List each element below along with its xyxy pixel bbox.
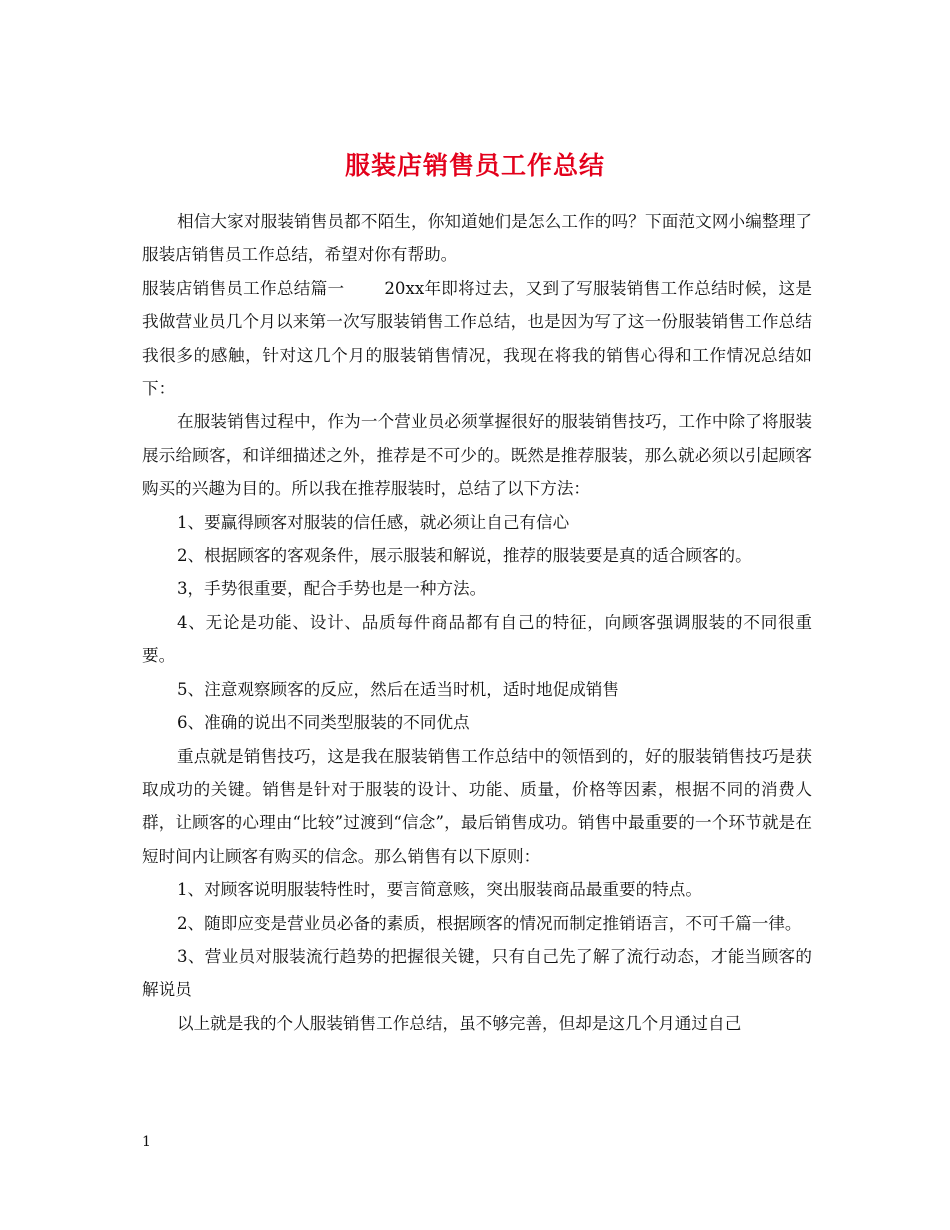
closing-paragraph: 以上就是我的个人服装销售工作总结，虽不够完善，但却是这几个月通过自己 xyxy=(177,1013,742,1033)
section-paragraph xyxy=(142,272,812,406)
method-item-2: 2、根据顾客的客观条件，展示服装和解说，推荐的服装要是真的适合顾客的。 xyxy=(177,546,752,566)
method-item-3: 3，手势很重要，配合手势也是一种方法。 xyxy=(177,579,487,599)
section-heading: 服装店销售员工作总结篇一 xyxy=(142,278,345,298)
method-item-4: 4、无论是功能、设计、品质每件商品都有自己的特征，向顾客强调服装的不同很重要。 xyxy=(142,612,812,666)
principle-item-3: 3、营业员对服装流行趋势的把握很关键，只有自己先了解了流行动态，才能当顾客的解说员 xyxy=(142,946,812,1000)
intro-paragraph: 相信大家对服装销售员都不陌生，你知道她们是怎么工作的吗？下面范文网小编整理了服装店销售员工作总结，希望对你有帮助。 xyxy=(142,212,812,265)
methods-intro-paragraph: 在服装销售过程中，作为一个营业员必须掌握很好的服装销售技巧，工作中除了将服装展示给顾客，和详细描述之外，推荐是不可少的。既然是推荐服装，那么就必须以引起顾客购买的兴趣为目的。所以我在推荐服装时，总结了以下方法： xyxy=(142,412,812,499)
page-number: 1 xyxy=(142,1134,151,1150)
principle-item-2: 2、随即应变是营业员必备的素质，根据顾客的情况而制定推销语言，不可千篇一律。 xyxy=(177,913,802,933)
principle-item-1: 1、对顾客说明服装特性时，要言简意赅，突出服装商品最重要的特点。 xyxy=(177,880,702,900)
document-body xyxy=(142,205,812,1040)
method-item-1: 1、要赢得顾客对服装的信任感，就必须让自己有信心 xyxy=(177,512,570,532)
method-item-5: 5、注意观察顾客的反应，然后在适当时机，适时地促成销售 xyxy=(177,679,619,699)
method-item-6: 6、准确的说出不同类型服装的不同优点 xyxy=(177,713,470,733)
principles-intro-paragraph: 重点就是销售技巧，这是我在服装销售工作总结中的领悟到的，好的服装销售技巧是获取成功的关键。销售是针对于服装的设计、功能、质量，价格等因素，根据不同的消费人群，让顾客的心理由“比较”过渡到“信念”，最后销售成功。销售中最重要的一个环节就是在短时间内让顾客有购买的信念。那么销售有以下原则： xyxy=(142,746,812,866)
document-title: 服装店销售员工作总结 xyxy=(344,150,605,180)
section-opening: 20xx年即将过去，又到了写服装销售工作总结时候，这是我做营业员几个月以来第一次写服装销售工作总结，也是因为写了这一份服装销售工作总结我很多的感触，针对这几个月的服装销售情况，我现在将我的销售心得和工作情况总结如下： xyxy=(142,278,812,399)
